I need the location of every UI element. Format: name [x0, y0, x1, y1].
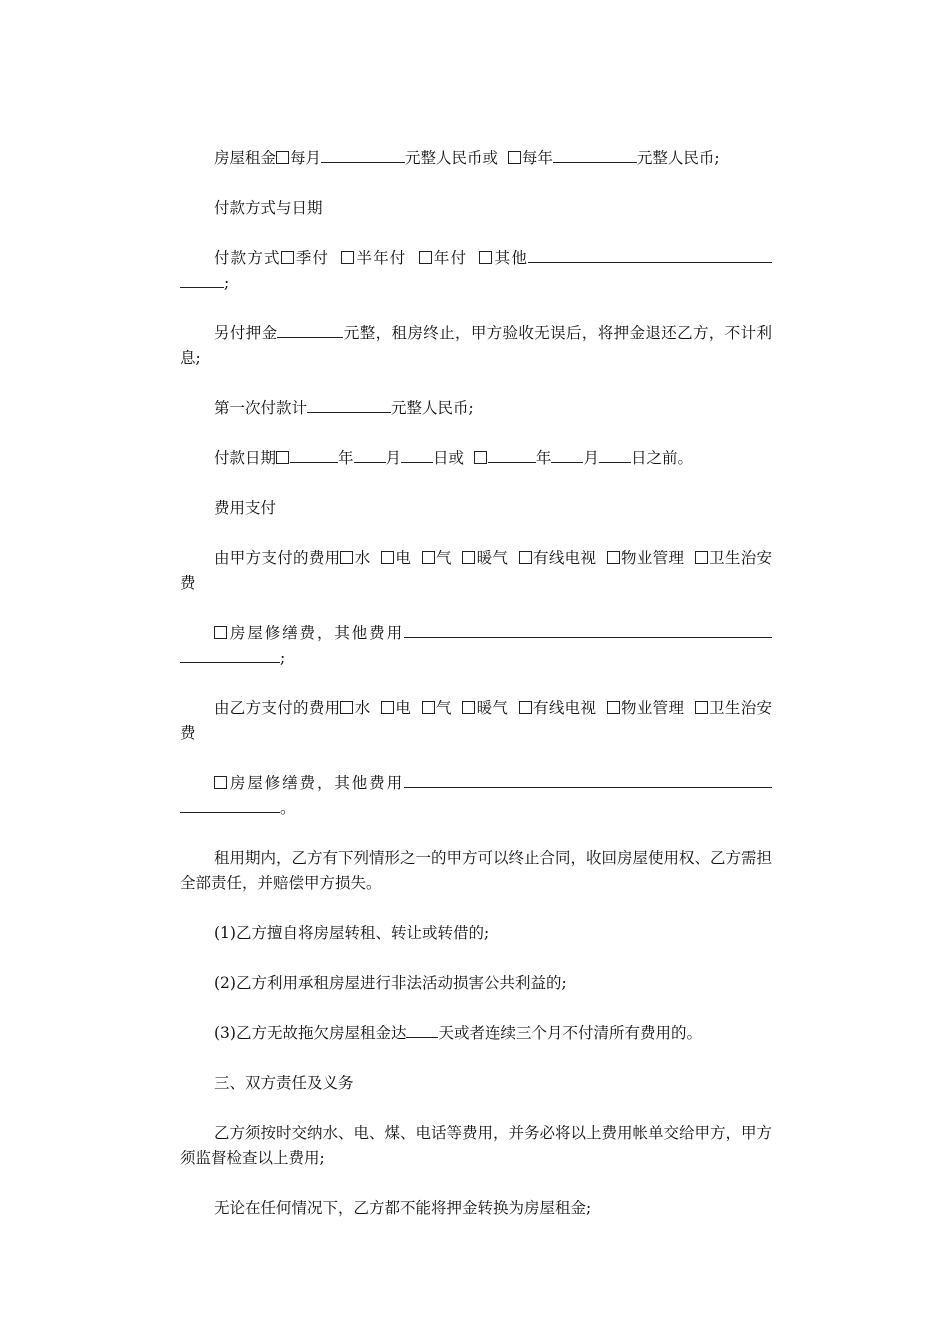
deposit-label: 另付押金: [214, 324, 278, 342]
checkbox-a-gas[interactable]: [422, 551, 435, 564]
duty-1: 乙方须按时交纳水、电、煤、电话等费用，并务必将以上费用帐单交给甲方，甲方须监督检查以上费用;: [180, 1124, 773, 1167]
checkbox-b-heating[interactable]: [462, 701, 475, 714]
party-b-repair-clause: [180, 771, 772, 821]
checkbox-a-water[interactable]: [340, 551, 353, 564]
first-payment-text: 元整人民币;: [391, 399, 474, 417]
checkbox-b-gas[interactable]: [422, 701, 435, 714]
b-gas-label: 气: [435, 699, 452, 717]
payment-method-clause: [180, 246, 772, 296]
b-water-label: 水: [354, 699, 371, 717]
monthly-amount-blank[interactable]: [321, 146, 405, 163]
deposit-amount-blank[interactable]: [277, 321, 343, 338]
checkbox-other[interactable]: [479, 251, 492, 264]
checkbox-a-sanitation[interactable]: [695, 551, 708, 564]
party-a-repair-clause: [180, 621, 772, 671]
deposit-text: 元整，租房终止，甲方验收无误后，将押金退还乙方，不计利息;: [180, 324, 772, 367]
day-blank-1[interactable]: [401, 446, 433, 463]
a-sanitation-label: 卫生治安费: [180, 549, 773, 592]
b-repair-label: 房屋修缮费，其他费用: [228, 774, 404, 792]
other-method-blank-cont[interactable]: [180, 271, 224, 288]
a-heating-label: 暖气: [476, 549, 509, 567]
b-other-fees-blank-cont[interactable]: [180, 796, 280, 813]
party-b-fees-label: 由乙方支付的费用: [214, 699, 341, 717]
deposit-clause: [180, 321, 772, 371]
payment-method-label: 付款方式: [214, 249, 281, 267]
year-blank-2[interactable]: [488, 446, 536, 463]
payment-heading: 付款方式与日期: [214, 199, 323, 217]
termination-item-2: (2)乙方利用承租房屋进行非法活动损害公共利益的;: [214, 974, 567, 992]
year-label-1: 年: [338, 449, 354, 467]
first-payment-label: 第一次付款计: [214, 399, 308, 417]
checkbox-b-water[interactable]: [340, 701, 353, 714]
party-b-fees-clause: [180, 696, 772, 746]
a-water-label: 水: [354, 549, 371, 567]
checkbox-yearly[interactable]: [508, 151, 521, 164]
a-cable-tv-label: 有线电视: [532, 549, 597, 567]
party-a-fees-clause: [180, 546, 772, 596]
a-electricity-label: 电: [395, 549, 412, 567]
rent-label: 房屋租金: [214, 149, 277, 167]
checkbox-monthly[interactable]: [276, 151, 289, 164]
a-repair-end: ;: [280, 649, 286, 667]
option-yearly: 年付: [432, 249, 468, 267]
year-blank-1[interactable]: [290, 446, 338, 463]
checkbox-b-electricity[interactable]: [381, 701, 394, 714]
b-heating-label: 暖气: [476, 699, 509, 717]
fees-heading: 费用支付: [214, 499, 277, 517]
checkbox-b-repair[interactable]: [214, 776, 227, 789]
checkbox-yearly-pay[interactable]: [419, 251, 432, 264]
duty-2: 无论在任何情况下，乙方都不能将押金转换为房屋租金;: [214, 1199, 592, 1217]
termination-intro: 租用期内，乙方有下列情形之一的甲方可以终止合同，收回房屋使用权、乙方需担全部责任，并赔偿甲方损失。: [180, 849, 773, 892]
first-payment-clause: [180, 396, 772, 421]
checkbox-a-repair[interactable]: [214, 626, 227, 639]
checkbox-b-sanitation[interactable]: [695, 701, 708, 714]
document-page: [180, 146, 772, 1246]
month-label-2: 月: [583, 449, 599, 467]
day-or-label: 日或: [433, 449, 465, 467]
year-label-2: 年: [535, 449, 552, 467]
termination-item-1: (1)乙方擅自将房屋转租、转让或转借的;: [214, 924, 490, 942]
section-3-heading: 三、双方责任及义务: [214, 1074, 354, 1092]
yearly-label: 每年: [521, 149, 553, 167]
rent-unit-2: 元整人民币;: [636, 149, 720, 167]
overdue-days-blank[interactable]: [406, 1021, 438, 1038]
item3-text-b: 天或者连续三个月不付清所有费用的。: [438, 1024, 702, 1042]
a-gas-label: 气: [435, 549, 452, 567]
b-sanitation-label: 卫生治安费: [180, 699, 773, 742]
checkbox-a-property[interactable]: [607, 551, 620, 564]
b-property-label: 物业管理: [620, 699, 685, 717]
month-blank-1[interactable]: [354, 446, 386, 463]
b-repair-end: 。: [280, 799, 296, 817]
checkbox-a-cable-tv[interactable]: [519, 551, 532, 564]
checkbox-half-year[interactable]: [341, 251, 354, 264]
yearly-amount-blank[interactable]: [553, 146, 637, 163]
other-method-blank[interactable]: [528, 246, 772, 263]
option-quarterly: 季付: [294, 249, 330, 267]
month-label-1: 月: [385, 449, 402, 467]
monthly-label: 每月: [290, 149, 322, 167]
day-blank-2[interactable]: [599, 446, 631, 463]
option-other: 其他: [493, 249, 528, 267]
party-a-fees-label: 由甲方支付的费用: [214, 549, 341, 567]
payment-date-label: 付款日期: [214, 449, 277, 467]
a-property-label: 物业管理: [620, 549, 685, 567]
option-half-year: 半年付: [355, 249, 407, 267]
checkbox-date-2[interactable]: [474, 451, 487, 464]
rent-clause: [180, 146, 772, 171]
checkbox-b-cable-tv[interactable]: [519, 701, 532, 714]
termination-item-3: [180, 1021, 772, 1046]
item3-text-a: (3)乙方无故拖欠房屋租金达: [214, 1024, 407, 1042]
checkbox-b-property[interactable]: [607, 701, 620, 714]
a-repair-label: 房屋修缮费，其他费用: [228, 624, 404, 642]
day-before-label: 日之前。: [630, 449, 693, 467]
a-other-fees-blank-cont[interactable]: [180, 646, 280, 663]
checkbox-a-heating[interactable]: [462, 551, 475, 564]
b-electricity-label: 电: [395, 699, 412, 717]
payment-method-end: ;: [224, 274, 230, 292]
a-other-fees-blank[interactable]: [404, 621, 772, 638]
checkbox-a-electricity[interactable]: [381, 551, 394, 564]
payment-date-clause: [180, 446, 772, 471]
b-other-fees-blank[interactable]: [404, 771, 772, 788]
month-blank-2[interactable]: [551, 446, 583, 463]
checkbox-date-1[interactable]: [276, 451, 289, 464]
first-payment-blank[interactable]: [307, 396, 391, 413]
checkbox-quarterly[interactable]: [281, 251, 294, 264]
b-cable-tv-label: 有线电视: [532, 699, 597, 717]
rent-unit-1: 元整人民币或: [405, 149, 499, 167]
